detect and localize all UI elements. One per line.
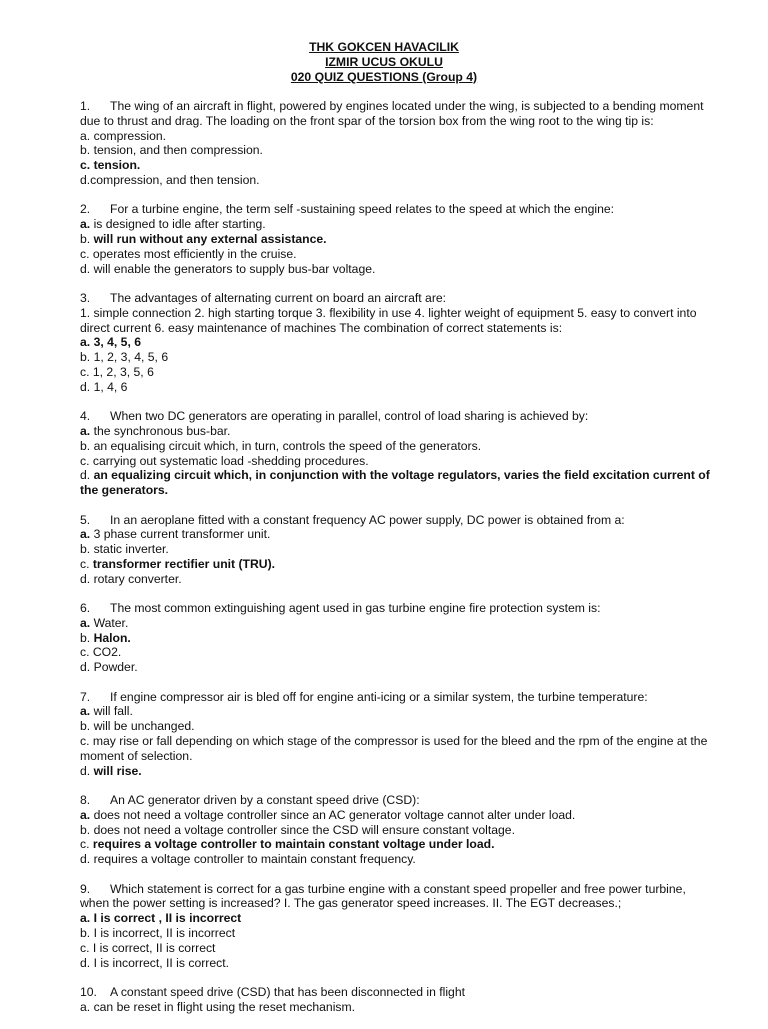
option-text: does not need a voltage controller since the CSD will ensure constant voltage. [93, 822, 515, 837]
question-stem: An AC generator driven by a constant speed drive (CSD): [110, 793, 420, 808]
option-letter: c. [80, 556, 90, 571]
option-letter: c. [80, 734, 90, 749]
option-text: an equalizing circuit which, in conjunction with the voltage regulators, varies the field excitation current of the generators. [80, 468, 710, 498]
option-text: Water. [93, 615, 129, 630]
option-text: requires a voltage controller to maintain constant frequency. [93, 852, 416, 867]
option-letter: b. [80, 719, 91, 734]
option-d-correct [80, 764, 714, 779]
school-name: THK GOKCEN HAVACILIK [309, 40, 459, 54]
option-b [80, 143, 714, 158]
option-letter: a. [80, 335, 91, 350]
option-letter: d. [80, 660, 91, 675]
option-letter: c. [80, 364, 90, 379]
question-stem: The most common extinguishing agent used in gas turbine engine fire protection system is: [110, 601, 601, 616]
option-c-correct [80, 158, 714, 173]
option-text: I is correct, II is correct [92, 940, 216, 955]
option-letter: b. [80, 630, 91, 645]
option-c [80, 734, 714, 764]
option-c [80, 454, 714, 469]
question-9 [80, 882, 714, 971]
option-letter: c. [80, 837, 90, 852]
option-b-correct [80, 232, 714, 247]
option-letter: d. [80, 261, 91, 276]
option-letter: d. [80, 955, 91, 970]
option-text: will run without any external assistance. [93, 231, 327, 246]
option-text: Powder. [93, 660, 138, 675]
option-letter: a. [80, 423, 91, 438]
option-a [80, 129, 714, 144]
option-d [80, 380, 714, 395]
question-stem: In an aeroplane fitted with a constant frequency AC power supply, DC power is obtained from a: [110, 512, 625, 527]
option-text: tension. [93, 158, 141, 173]
option-text: can be reset in flight using the reset mechanism. [93, 999, 356, 1014]
option-text: 3 phase current transformer unit. [93, 527, 271, 542]
option-text: static inverter. [93, 542, 169, 557]
option-text: transformer rectifier unit (TRU). [92, 556, 276, 571]
option-d [80, 262, 714, 277]
question-number: 5. [80, 512, 91, 527]
question-number: 4. [80, 409, 91, 424]
question-3 [80, 291, 714, 395]
option-text: will fall. [93, 704, 133, 719]
option-letter: b. [80, 438, 91, 453]
option-text: 3, 4, 5, 6 [93, 335, 141, 350]
option-text: tension, and then compression. [93, 143, 263, 158]
option-text: 1, 2, 3, 5, 6 [92, 364, 154, 379]
option-text: requires a voltage controller to maintain constant voltage under load. [92, 837, 495, 852]
option-text: 1, 4, 6 [93, 379, 128, 394]
option-letter: a. [80, 615, 91, 630]
option-letter: b. [80, 350, 91, 365]
question-number: 7. [80, 689, 91, 704]
question-number: 10. [80, 984, 97, 999]
option-a [80, 1000, 714, 1015]
option-text: the synchronous bus-bar. [93, 423, 231, 438]
option-letter: a. [80, 807, 91, 822]
option-letter: a. [80, 999, 91, 1014]
option-d-correct [80, 468, 714, 498]
option-c-correct [80, 837, 714, 852]
option-text: may rise or fall depending on which stage of the compressor is used for the bleed and the rpm of the engine at the moment of selection. [80, 734, 708, 763]
question-5 [80, 513, 714, 587]
question-stem: The wing of an aircraft in flight, powered by engines located under the wing, is subjected to a bending moment due to thrust and drag. The loading on the front spar of the torsion box from the wing root to the wing tip is: [80, 99, 704, 128]
option-c [80, 247, 714, 262]
option-c [80, 365, 714, 380]
question-4 [80, 409, 714, 498]
option-b [80, 823, 714, 838]
option-letter: a. [80, 217, 91, 232]
question-list [80, 99, 714, 1029]
option-letter: a. [80, 128, 91, 143]
option-text: an equalising circuit which, in turn, controls the speed of the generators. [93, 438, 482, 453]
option-b [80, 350, 714, 365]
question-10 [80, 985, 714, 1015]
question-stem: A constant speed drive (CSD) that has been disconnected in flight [110, 984, 466, 999]
option-text: carrying out systematic load -shedding procedures. [92, 453, 369, 468]
option-letter: c. [80, 246, 90, 261]
question-stem: If engine compressor air is bled off for engine anti-icing or a similar system, the turbine temperature: [110, 689, 648, 704]
option-text: Halon. [93, 630, 131, 645]
option-c [80, 645, 714, 660]
question-stem: Which statement is correct for a gas turbine engine with a constant speed propeller and free power turbine, when the power setting is increased? I. The gas generator speed increases. II. The EGT decreases.; [80, 881, 686, 911]
option-a [80, 527, 714, 542]
option-a [80, 616, 714, 631]
option-letter: d. [80, 172, 91, 187]
question-6 [80, 601, 714, 675]
question-8 [80, 793, 714, 867]
option-letter: c. [80, 453, 90, 468]
question-number: 2. [80, 202, 91, 217]
question-number: 6. [80, 601, 91, 616]
option-text: is designed to idle after starting. [93, 217, 266, 232]
option-text: compression. [93, 128, 167, 143]
question-stem: For a turbine engine, the term self -sustaining speed relates to the speed at which the engine: [110, 202, 615, 217]
option-text: rotary converter. [93, 571, 182, 586]
option-letter: d. [80, 571, 91, 586]
question-number: 1. [80, 99, 91, 113]
option-letter: a. [80, 704, 91, 719]
option-letter: d. [80, 763, 91, 778]
option-text: operates most efficiently in the cruise. [92, 246, 297, 261]
option-letter: a. [80, 911, 91, 926]
question-number: 8. [80, 793, 91, 808]
flight-school-name: IZMIR UCUS OKULU [325, 54, 443, 69]
option-a [80, 808, 714, 823]
question-number: 9. [80, 881, 91, 896]
option-c [80, 941, 714, 956]
option-d [80, 852, 714, 867]
option-d [80, 173, 714, 188]
question-2 [80, 202, 714, 276]
option-b [80, 439, 714, 454]
option-letter: b. [80, 926, 91, 940]
option-letter: c. [80, 645, 90, 660]
option-a [80, 217, 714, 232]
option-letter: a. [80, 527, 91, 542]
option-d [80, 956, 714, 971]
option-a-correct [80, 911, 714, 926]
question-number: 3. [80, 290, 91, 305]
option-a-correct [80, 335, 714, 350]
question-7 [80, 690, 714, 779]
option-letter: d. [80, 468, 91, 483]
question-1 [80, 99, 714, 188]
option-text: does not need a voltage controller since an AC generator voltage cannot alter under load. [93, 807, 576, 822]
statement-list: 1. simple connection 2. high starting torque 3. flexibility in use 4. lighter weight of equipment 5. easy to convert into direct current 6. easy maintenance of machines The combination of correct statements is: [80, 305, 697, 335]
option-b-correct [80, 631, 714, 646]
option-d [80, 660, 714, 675]
option-text: will enable the generators to supply bus-bar voltage. [93, 261, 376, 276]
quiz-title: 020 QUIZ QUESTIONS (Group 4) [290, 69, 478, 84]
option-text: compression, and then tension. [90, 172, 260, 187]
option-text: will be unchanged. [93, 719, 195, 734]
option-letter: b. [80, 143, 91, 158]
option-letter: b. [80, 542, 91, 557]
option-letter: b. [80, 822, 91, 837]
option-text: will rise. [93, 763, 142, 778]
option-b [80, 926, 714, 941]
question-stem: When two DC generators are operating in parallel, control of load sharing is achieved by: [110, 409, 589, 424]
option-c-correct [80, 557, 714, 572]
option-a [80, 704, 714, 719]
option-d [80, 572, 714, 587]
option-b [80, 719, 714, 734]
option-text: 1, 2, 3, 4, 5, 6 [93, 350, 169, 365]
option-letter: b. [80, 231, 91, 246]
document-header [0, 40, 768, 84]
option-text: I is correct , II is incorrect [93, 911, 242, 926]
option-letter: c. [80, 940, 90, 955]
option-text: I is incorrect, II is correct. [93, 955, 230, 970]
option-text: CO2. [92, 645, 122, 660]
option-text: I is incorrect, II is incorrect [93, 926, 236, 940]
option-letter: c. [80, 158, 91, 173]
option-letter: d. [80, 379, 91, 394]
question-stem: The advantages of alternating current on board an aircraft are: [110, 290, 447, 305]
option-b [80, 542, 714, 557]
option-letter: d. [80, 852, 91, 867]
option-a [80, 424, 714, 439]
